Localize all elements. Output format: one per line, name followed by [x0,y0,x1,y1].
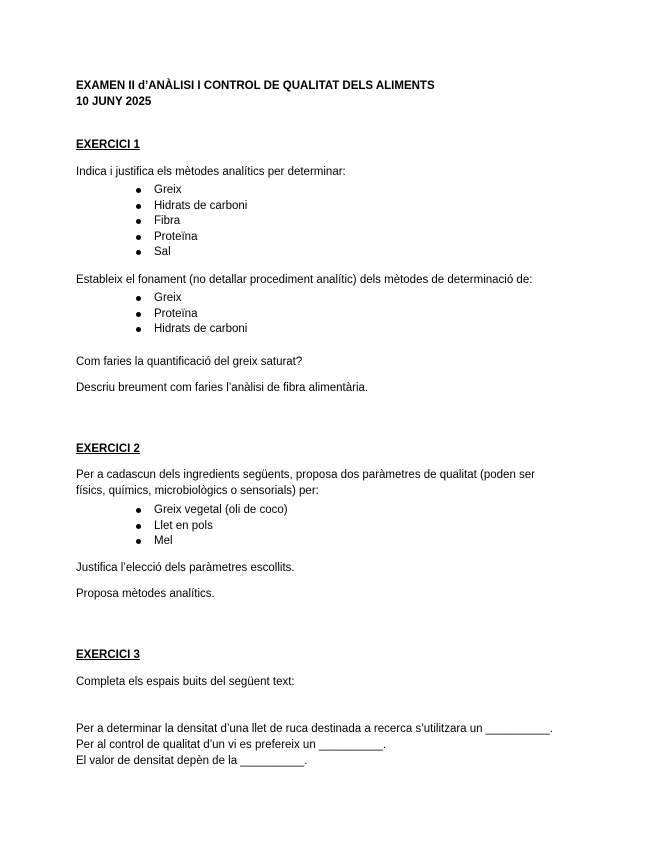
list-item: Llet en pols [134,519,288,535]
exercise-3-line-2: Per al control de qualitat d’un vi es prefereix un __________. [76,739,387,751]
exercise-2-list [134,503,288,550]
exam-date: 10 JUNY 2025 [76,96,152,108]
list-item: Hidrats de carboni [134,322,247,338]
exercise-3-title: EXERCICI 3 [76,649,140,661]
exercise-1-list-2 [134,291,247,338]
list-item: Proteïna [134,307,247,323]
list-item: Proteïna [134,230,247,246]
list-item: Fibra [134,214,247,230]
list-item: Mel [134,534,288,550]
exercise-1-title: EXERCICI 1 [76,139,140,151]
exercise-1-question-2: Estableix el fonament (no detallar procediment analític) dels mètodes de determinació de: [76,274,533,286]
exam-title: EXAMEN II d’ANÀLISI I CONTROL DE QUALITAT DELS ALIMENTS [76,80,435,92]
list-item: Greix vegetal (oli de coco) [134,503,288,519]
exercise-1-question-3: Com faries la quantificació del greix saturat? [76,356,303,368]
list-item: Sal [134,245,247,261]
exercise-2-question-2: Justifica l’elecció dels paràmetres escollits. [76,562,295,574]
list-item: Hidrats de carboni [134,199,247,215]
exercise-3-intro: Completa els espais buits del següent text: [76,676,295,688]
exercise-3-line-3: El valor de densitat depèn de la __________. [76,755,308,767]
exercise-2-title: EXERCICI 2 [76,443,140,455]
list-item: Greix [134,183,247,199]
list-item: Greix [134,291,247,307]
exercise-2-intro: Per a cadascun dels ingredients següents, proposa dos paràmetres de qualitat (poden ser físics, químics, microbiològics o sensorials) per: [76,469,536,497]
exercise-1-list-1 [134,183,247,261]
exercise-3-line-1: Per a determinar la densitat d’una llet de ruca destinada a recerca s’utilitzara un __________. [76,723,553,735]
exercise-1-intro: Indica i justifica els mètodes analítics per determinar: [76,166,346,178]
exercise-1-question-4: Descriu breument com faries l’anàlisi de fibra alimentària. [76,382,369,394]
exercise-2-question-3: Proposa mètodes analítics. [76,588,215,600]
exam-header [76,78,435,110]
